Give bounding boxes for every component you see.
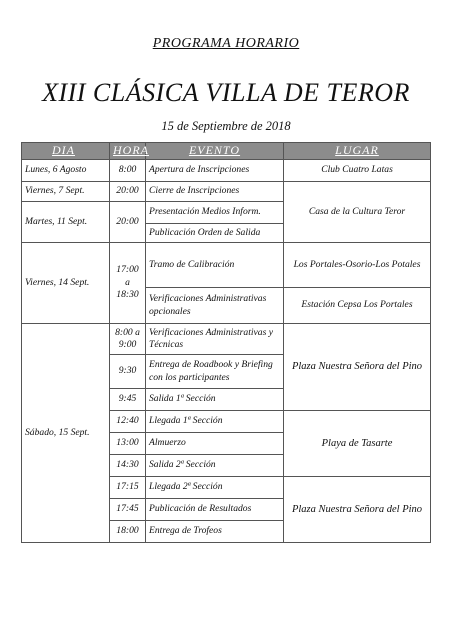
- event-cell: Entrega de Trofeos: [146, 521, 284, 543]
- event-cell: Almuerzo: [146, 433, 284, 455]
- day-cell: Sábado, 15 Sept.: [22, 324, 110, 543]
- place-cell: Los Portales-Osorio-Los Potales: [284, 243, 431, 288]
- table-row: [22, 182, 431, 202]
- schedule-table: [21, 142, 431, 543]
- event-cell: Verificaciones Administrativas y Técnicas: [146, 324, 284, 355]
- hour-cell: 17:15: [110, 477, 146, 499]
- table-row: [22, 160, 431, 182]
- column-header-event: EVENTO: [146, 143, 284, 160]
- day-cell: Lunes, 6 Agosto: [22, 160, 110, 182]
- event-cell: Verificaciones Administrativas opcionales: [146, 288, 284, 324]
- table-row: [22, 324, 431, 355]
- event-cell: Llegada 2ª Sección: [146, 477, 284, 499]
- hour-cell: 12:40: [110, 411, 146, 433]
- day-cell: Viernes, 7 Sept.: [22, 182, 110, 202]
- event-cell: Salida 2ª Sección: [146, 455, 284, 477]
- event-title: XIII CLÁSICA VILLA DE TEROR: [42, 78, 410, 107]
- column-header-day: DIA: [22, 143, 110, 160]
- table-row: [22, 243, 431, 288]
- event-cell: Presentación Medios Inform.: [146, 202, 284, 224]
- place-cell: Estación Cepsa Los Portales: [284, 288, 431, 324]
- hour-cell: 8:00 a 9:00: [110, 324, 146, 355]
- hour-cell: 20:00: [110, 202, 146, 243]
- hour-cell: 13:00: [110, 433, 146, 455]
- event-cell: Apertura de Inscripciones: [146, 160, 284, 182]
- event-cell: Publicación Orden de Salida: [146, 224, 284, 243]
- place-cell: Club Cuatro Latas: [284, 160, 431, 182]
- event-cell: Publicación de Resultados: [146, 499, 284, 521]
- hour-cell: 14:30: [110, 455, 146, 477]
- event-cell: Salida 1ª Sección: [146, 389, 284, 411]
- hour-cell: 8:00: [110, 160, 146, 182]
- hour-cell: 18:00: [110, 521, 146, 543]
- place-cell: Playa de Tasarte: [284, 411, 431, 477]
- event-date: 15 de Septiembre de 2018: [161, 119, 291, 133]
- hour-cell: 20:00: [110, 182, 146, 202]
- event-cell: Tramo de Calibración: [146, 243, 284, 288]
- place-cell: Casa de la Cultura Teror: [284, 182, 431, 243]
- hour-cell: 17:45: [110, 499, 146, 521]
- event-cell: Entrega de Roadbook y Briefing con los participantes: [146, 355, 284, 389]
- place-cell: Plaza Nuestra Señora del Pino: [284, 324, 431, 411]
- place-cell: Plaza Nuestra Señora del Pino: [284, 477, 431, 543]
- event-cell: Cierre de Inscripciones: [146, 182, 284, 202]
- program-heading: PROGRAMA HORARIO: [152, 36, 300, 51]
- day-cell: Martes, 11 Sept.: [22, 202, 110, 243]
- hour-cell: 9:30: [110, 355, 146, 389]
- column-header-hour: HORA: [110, 143, 146, 160]
- table-header-row: [22, 143, 431, 160]
- column-header-place: LUGAR: [284, 143, 431, 160]
- event-cell: Llegada 1ª Sección: [146, 411, 284, 433]
- hour-cell: 17:00 a 18:30: [110, 243, 146, 324]
- day-cell: Viernes, 14 Sept.: [22, 243, 110, 324]
- hour-cell: 9:45: [110, 389, 146, 411]
